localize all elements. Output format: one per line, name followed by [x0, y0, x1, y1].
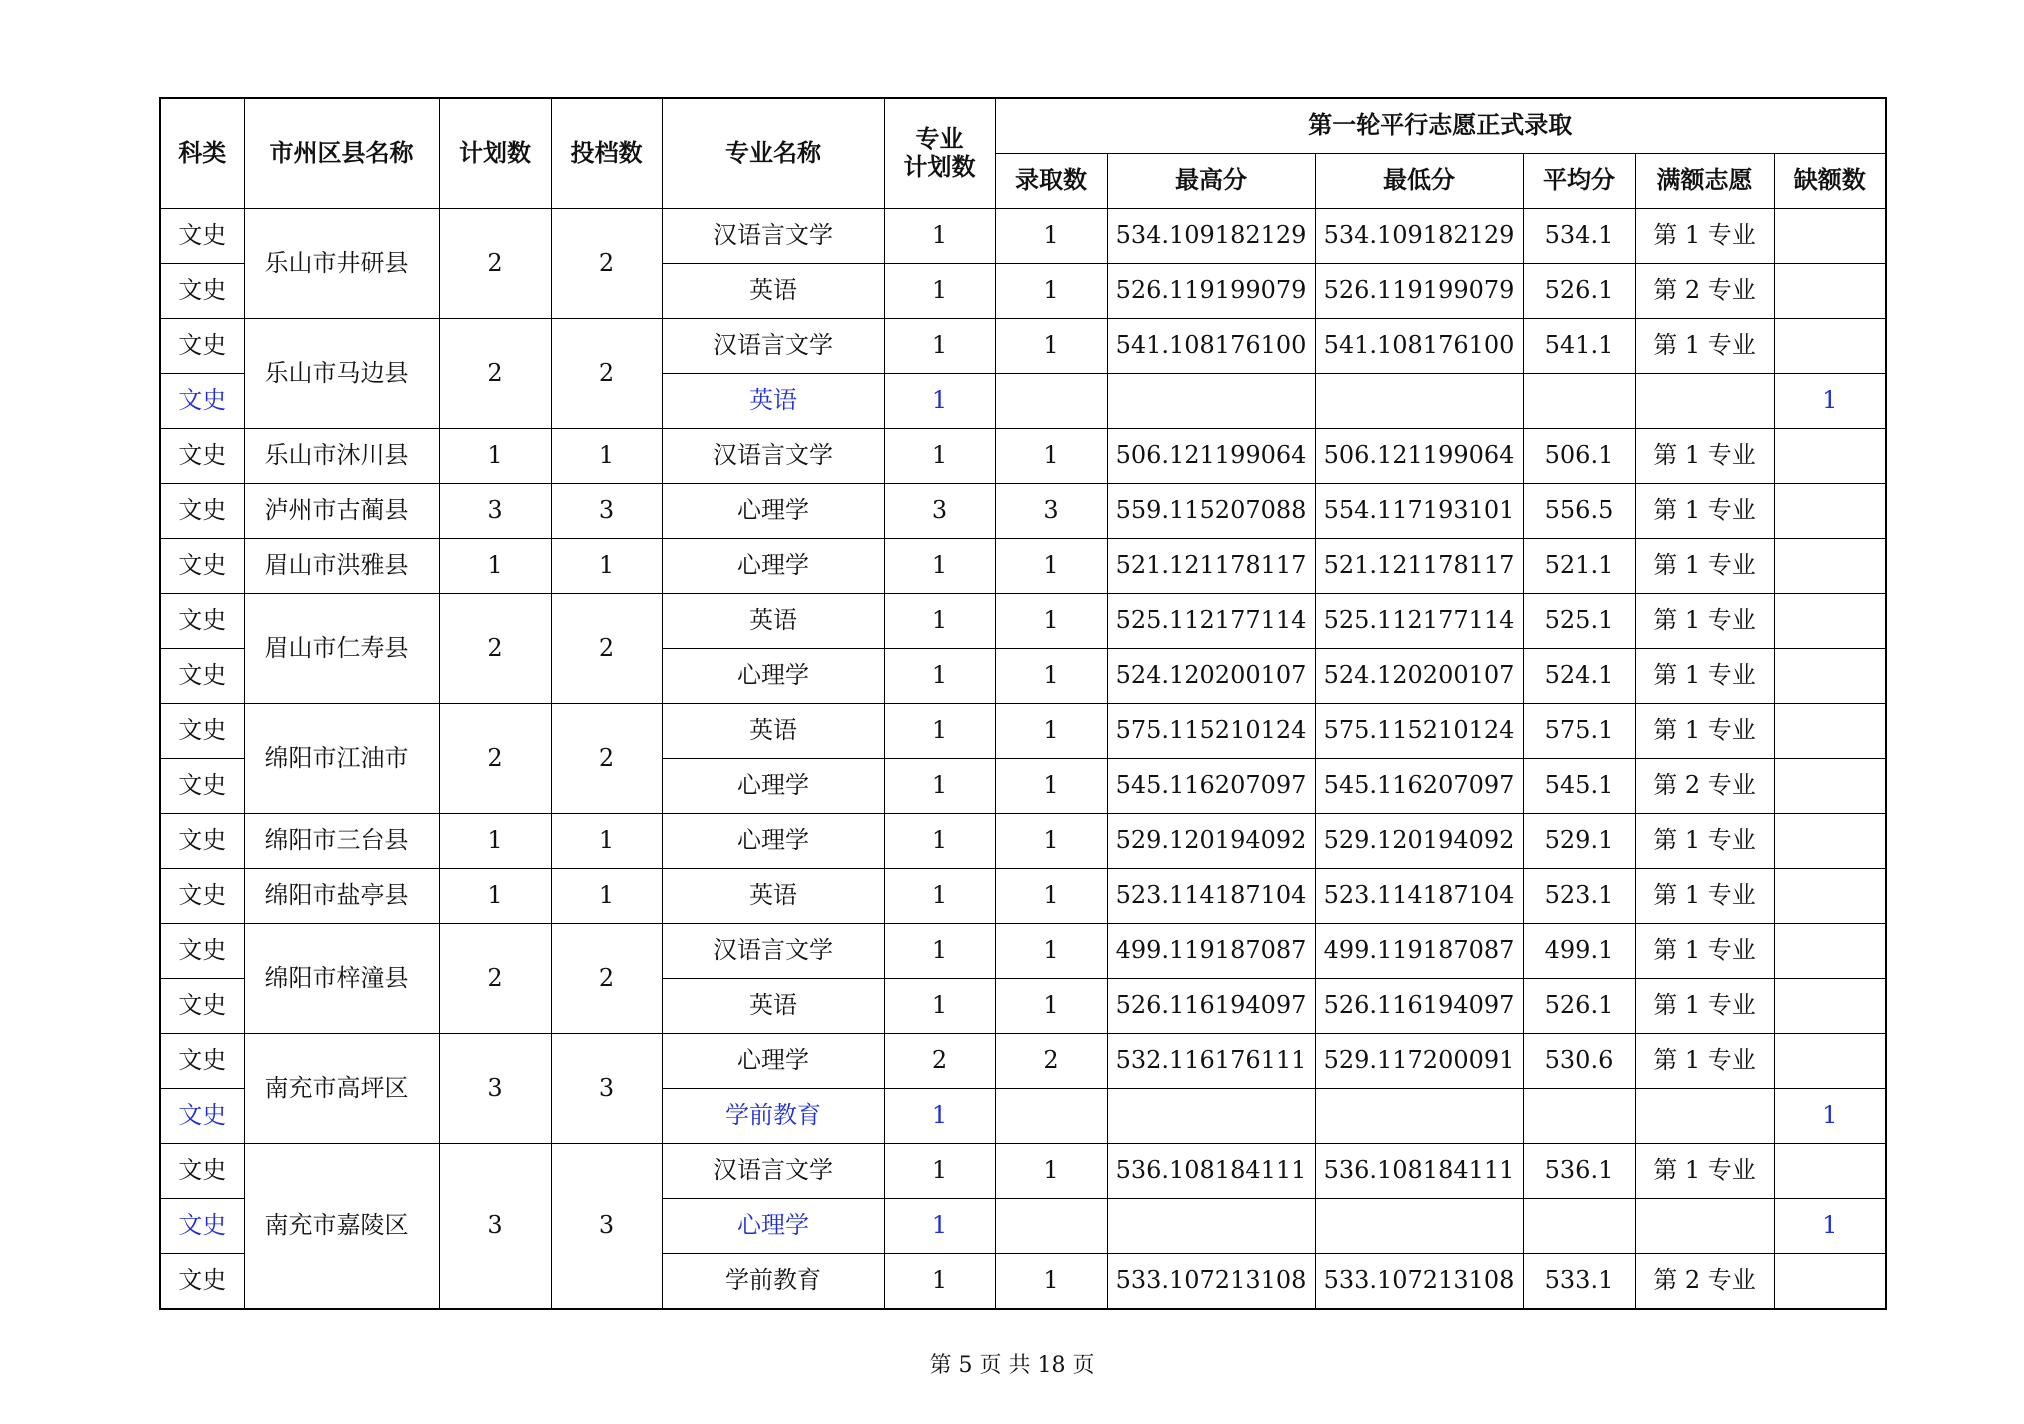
cell-plan: 2 — [439, 924, 551, 1034]
cell-full-choice — [1635, 1199, 1774, 1254]
cell-full-choice: 第 1 专业 — [1635, 594, 1774, 649]
header-max-score: 最高分 — [1107, 154, 1315, 209]
cell-admitted: 1 — [995, 924, 1107, 979]
table-row — [160, 924, 1886, 979]
cell-max-score: 534.109182129 — [1107, 209, 1315, 264]
cell-major-plan: 1 — [884, 1089, 995, 1144]
cell-major: 汉语言文学 — [662, 209, 884, 264]
cell-shortfall — [1774, 209, 1886, 264]
cell-max-score: 536.108184111 — [1107, 1144, 1315, 1199]
cell-avg-score: 575.1 — [1523, 704, 1635, 759]
cell-max-score: 526.119199079 — [1107, 264, 1315, 319]
cell-region: 泸州市古蔺县 — [244, 484, 439, 539]
cell-min-score: 506.121199064 — [1315, 429, 1523, 484]
cell-admitted: 1 — [995, 869, 1107, 924]
table-row — [160, 869, 1886, 924]
cell-major: 心理学 — [662, 759, 884, 814]
cell-full-choice: 第 1 专业 — [1635, 1144, 1774, 1199]
cell-major-plan: 1 — [884, 704, 995, 759]
table-header — [160, 98, 1886, 209]
cell-subject: 文史 — [160, 1254, 244, 1310]
cell-max-score: 559.115207088 — [1107, 484, 1315, 539]
header-plan: 计划数 — [439, 98, 551, 209]
cell-major-plan: 1 — [884, 429, 995, 484]
cell-major: 英语 — [662, 704, 884, 759]
cell-major: 英语 — [662, 374, 884, 429]
cell-admitted — [995, 374, 1107, 429]
cell-filed: 1 — [551, 429, 662, 484]
cell-avg-score: 529.1 — [1523, 814, 1635, 869]
cell-shortfall — [1774, 539, 1886, 594]
cell-filed: 2 — [551, 209, 662, 319]
cell-major-plan: 1 — [884, 979, 995, 1034]
cell-major: 汉语言文学 — [662, 1144, 884, 1199]
cell-filed: 1 — [551, 539, 662, 594]
cell-admitted — [995, 1089, 1107, 1144]
cell-major-plan: 1 — [884, 869, 995, 924]
cell-major: 汉语言文学 — [662, 924, 884, 979]
cell-major: 心理学 — [662, 539, 884, 594]
header-avg-score: 平均分 — [1523, 154, 1635, 209]
admission-table — [159, 97, 1887, 1310]
cell-max-score: 526.116194097 — [1107, 979, 1315, 1034]
cell-major: 英语 — [662, 979, 884, 1034]
cell-avg-score: 526.1 — [1523, 264, 1635, 319]
cell-major-plan: 1 — [884, 1254, 995, 1310]
cell-major-plan: 1 — [884, 649, 995, 704]
cell-shortfall — [1774, 264, 1886, 319]
cell-admitted: 1 — [995, 319, 1107, 374]
cell-min-score: 545.116207097 — [1315, 759, 1523, 814]
cell-filed: 3 — [551, 1144, 662, 1310]
cell-max-score: 532.116176111 — [1107, 1034, 1315, 1089]
table-row — [160, 814, 1886, 869]
cell-min-score: 526.116194097 — [1315, 979, 1523, 1034]
cell-admitted: 1 — [995, 209, 1107, 264]
cell-subject: 文史 — [160, 814, 244, 869]
cell-subject: 文史 — [160, 1144, 244, 1199]
cell-shortfall — [1774, 1034, 1886, 1089]
cell-major: 英语 — [662, 869, 884, 924]
cell-min-score: 529.117200091 — [1315, 1034, 1523, 1089]
cell-full-choice: 第 1 专业 — [1635, 539, 1774, 594]
cell-filed: 2 — [551, 594, 662, 704]
cell-min-score: 575.115210124 — [1315, 704, 1523, 759]
cell-full-choice: 第 2 专业 — [1635, 759, 1774, 814]
cell-min-score: 499.119187087 — [1315, 924, 1523, 979]
cell-shortfall — [1774, 1144, 1886, 1199]
table-row — [160, 429, 1886, 484]
cell-min-score: 526.119199079 — [1315, 264, 1523, 319]
cell-filed: 1 — [551, 814, 662, 869]
cell-min-score — [1315, 374, 1523, 429]
cell-plan: 2 — [439, 209, 551, 319]
cell-major-plan: 1 — [884, 539, 995, 594]
cell-max-score: 506.121199064 — [1107, 429, 1315, 484]
cell-full-choice: 第 1 专业 — [1635, 209, 1774, 264]
cell-major: 心理学 — [662, 484, 884, 539]
cell-subject: 文史 — [160, 374, 244, 429]
cell-filed: 2 — [551, 319, 662, 429]
cell-max-score — [1107, 1089, 1315, 1144]
cell-min-score: 536.108184111 — [1315, 1144, 1523, 1199]
cell-shortfall — [1774, 594, 1886, 649]
table-row — [160, 209, 1886, 264]
cell-shortfall — [1774, 979, 1886, 1034]
cell-full-choice — [1635, 1089, 1774, 1144]
cell-shortfall: 1 — [1774, 374, 1886, 429]
cell-subject: 文史 — [160, 869, 244, 924]
cell-avg-score: 545.1 — [1523, 759, 1635, 814]
cell-major-plan: 1 — [884, 594, 995, 649]
cell-subject: 文史 — [160, 264, 244, 319]
header-full-choice: 满额志愿 — [1635, 154, 1774, 209]
cell-min-score — [1315, 1089, 1523, 1144]
cell-major-plan: 3 — [884, 484, 995, 539]
cell-avg-score — [1523, 1199, 1635, 1254]
cell-shortfall — [1774, 649, 1886, 704]
cell-major: 汉语言文学 — [662, 319, 884, 374]
cell-plan: 1 — [439, 539, 551, 594]
cell-min-score — [1315, 1199, 1523, 1254]
cell-major: 学前教育 — [662, 1254, 884, 1310]
header-min-score: 最低分 — [1315, 154, 1523, 209]
cell-admitted: 1 — [995, 429, 1107, 484]
cell-admitted: 1 — [995, 704, 1107, 759]
cell-region: 绵阳市江油市 — [244, 704, 439, 814]
cell-major: 心理学 — [662, 814, 884, 869]
cell-avg-score: 506.1 — [1523, 429, 1635, 484]
cell-full-choice: 第 1 专业 — [1635, 429, 1774, 484]
cell-plan: 1 — [439, 869, 551, 924]
header-filed: 投档数 — [551, 98, 662, 209]
cell-admitted: 1 — [995, 1144, 1107, 1199]
cell-subject: 文史 — [160, 979, 244, 1034]
cell-full-choice: 第 2 专业 — [1635, 264, 1774, 319]
cell-min-score: 524.120200107 — [1315, 649, 1523, 704]
cell-shortfall — [1774, 869, 1886, 924]
cell-admitted: 1 — [995, 649, 1107, 704]
cell-major-plan: 1 — [884, 1199, 995, 1254]
cell-major-plan: 1 — [884, 319, 995, 374]
cell-region: 乐山市马边县 — [244, 319, 439, 429]
cell-shortfall — [1774, 1254, 1886, 1310]
cell-max-score: 545.116207097 — [1107, 759, 1315, 814]
cell-admitted: 1 — [995, 1254, 1107, 1310]
cell-avg-score: 521.1 — [1523, 539, 1635, 594]
cell-region: 绵阳市盐亭县 — [244, 869, 439, 924]
cell-max-score: 521.121178117 — [1107, 539, 1315, 594]
cell-shortfall — [1774, 319, 1886, 374]
cell-max-score — [1107, 1199, 1315, 1254]
cell-shortfall: 1 — [1774, 1199, 1886, 1254]
cell-full-choice: 第 1 专业 — [1635, 319, 1774, 374]
cell-full-choice: 第 1 专业 — [1635, 924, 1774, 979]
cell-shortfall — [1774, 429, 1886, 484]
table-row — [160, 1144, 1886, 1199]
cell-major-plan: 1 — [884, 759, 995, 814]
cell-min-score: 533.107213108 — [1315, 1254, 1523, 1310]
cell-min-score: 523.114187104 — [1315, 869, 1523, 924]
cell-subject: 文史 — [160, 924, 244, 979]
cell-region: 南充市嘉陵区 — [244, 1144, 439, 1310]
cell-major-plan: 1 — [884, 264, 995, 319]
cell-full-choice: 第 1 专业 — [1635, 814, 1774, 869]
cell-max-score: 499.119187087 — [1107, 924, 1315, 979]
cell-full-choice: 第 1 专业 — [1635, 649, 1774, 704]
cell-filed: 2 — [551, 924, 662, 1034]
cell-avg-score: 526.1 — [1523, 979, 1635, 1034]
cell-avg-score: 533.1 — [1523, 1254, 1635, 1310]
cell-avg-score: 523.1 — [1523, 869, 1635, 924]
cell-subject: 文史 — [160, 429, 244, 484]
cell-admitted: 1 — [995, 759, 1107, 814]
cell-major: 英语 — [662, 264, 884, 319]
cell-region: 乐山市井研县 — [244, 209, 439, 319]
cell-min-score: 554.117193101 — [1315, 484, 1523, 539]
cell-major-plan: 1 — [884, 374, 995, 429]
cell-shortfall — [1774, 759, 1886, 814]
cell-avg-score: 536.1 — [1523, 1144, 1635, 1199]
cell-min-score: 529.120194092 — [1315, 814, 1523, 869]
table-row — [160, 319, 1886, 374]
cell-major-plan: 1 — [884, 209, 995, 264]
cell-region: 南充市高坪区 — [244, 1034, 439, 1144]
cell-avg-score — [1523, 374, 1635, 429]
cell-major-plan: 1 — [884, 1144, 995, 1199]
table-row — [160, 539, 1886, 594]
cell-subject: 文史 — [160, 539, 244, 594]
cell-major: 汉语言文学 — [662, 429, 884, 484]
cell-full-choice — [1635, 374, 1774, 429]
header-major: 专业名称 — [662, 98, 884, 209]
cell-max-score: 524.120200107 — [1107, 649, 1315, 704]
cell-avg-score — [1523, 1089, 1635, 1144]
table-row — [160, 704, 1886, 759]
cell-plan: 1 — [439, 429, 551, 484]
cell-major: 心理学 — [662, 1034, 884, 1089]
cell-min-score: 525.112177114 — [1315, 594, 1523, 649]
cell-plan: 2 — [439, 594, 551, 704]
cell-admitted: 2 — [995, 1034, 1107, 1089]
cell-major-plan: 1 — [884, 814, 995, 869]
cell-max-score: 541.108176100 — [1107, 319, 1315, 374]
header-subject: 科类 — [160, 98, 244, 209]
cell-avg-score: 541.1 — [1523, 319, 1635, 374]
cell-admitted — [995, 1199, 1107, 1254]
cell-avg-score: 530.6 — [1523, 1034, 1635, 1089]
cell-region: 眉山市洪雅县 — [244, 539, 439, 594]
cell-region: 眉山市仁寿县 — [244, 594, 439, 704]
cell-filed: 3 — [551, 484, 662, 539]
table-row — [160, 1034, 1886, 1089]
header-major-plan: 专业 计划数 — [884, 98, 995, 209]
cell-full-choice: 第 1 专业 — [1635, 484, 1774, 539]
cell-plan: 3 — [439, 484, 551, 539]
cell-max-score — [1107, 374, 1315, 429]
cell-plan: 1 — [439, 814, 551, 869]
cell-region: 乐山市沐川县 — [244, 429, 439, 484]
cell-major: 心理学 — [662, 1199, 884, 1254]
cell-subject: 文史 — [160, 319, 244, 374]
cell-avg-score: 524.1 — [1523, 649, 1635, 704]
cell-shortfall — [1774, 704, 1886, 759]
cell-max-score: 533.107213108 — [1107, 1254, 1315, 1310]
cell-admitted: 1 — [995, 814, 1107, 869]
cell-max-score: 529.120194092 — [1107, 814, 1315, 869]
cell-full-choice: 第 2 专业 — [1635, 1254, 1774, 1310]
cell-region: 绵阳市梓潼县 — [244, 924, 439, 1034]
cell-full-choice: 第 1 专业 — [1635, 979, 1774, 1034]
cell-shortfall — [1774, 924, 1886, 979]
header-region: 市州区县名称 — [244, 98, 439, 209]
cell-shortfall — [1774, 814, 1886, 869]
cell-admitted: 1 — [995, 539, 1107, 594]
cell-major: 英语 — [662, 594, 884, 649]
cell-shortfall — [1774, 484, 1886, 539]
cell-full-choice: 第 1 专业 — [1635, 704, 1774, 759]
cell-major-plan: 1 — [884, 924, 995, 979]
table-row — [160, 484, 1886, 539]
cell-admitted: 1 — [995, 264, 1107, 319]
page-footer: 第 5 页 共 18 页 — [929, 1353, 1095, 1378]
cell-plan: 2 — [439, 704, 551, 814]
cell-min-score: 521.121178117 — [1315, 539, 1523, 594]
cell-min-score: 534.109182129 — [1315, 209, 1523, 264]
cell-region: 绵阳市三台县 — [244, 814, 439, 869]
cell-shortfall: 1 — [1774, 1089, 1886, 1144]
cell-filed: 3 — [551, 1034, 662, 1144]
cell-admitted: 1 — [995, 594, 1107, 649]
cell-filed: 1 — [551, 869, 662, 924]
cell-max-score: 525.112177114 — [1107, 594, 1315, 649]
cell-full-choice: 第 1 专业 — [1635, 869, 1774, 924]
cell-major: 学前教育 — [662, 1089, 884, 1144]
header-round-group: 第一轮平行志愿正式录取 — [995, 98, 1886, 154]
cell-plan: 3 — [439, 1144, 551, 1310]
cell-min-score: 541.108176100 — [1315, 319, 1523, 374]
table-row — [160, 594, 1886, 649]
cell-max-score: 575.115210124 — [1107, 704, 1315, 759]
cell-full-choice: 第 1 专业 — [1635, 1034, 1774, 1089]
cell-subject: 文史 — [160, 484, 244, 539]
cell-subject: 文史 — [160, 1089, 244, 1144]
cell-subject: 文史 — [160, 1199, 244, 1254]
cell-subject: 文史 — [160, 759, 244, 814]
cell-subject: 文史 — [160, 594, 244, 649]
cell-plan: 2 — [439, 319, 551, 429]
table-body — [160, 209, 1886, 1310]
header-shortfall: 缺额数 — [1774, 154, 1886, 209]
cell-max-score: 523.114187104 — [1107, 869, 1315, 924]
cell-avg-score: 525.1 — [1523, 594, 1635, 649]
cell-subject: 文史 — [160, 209, 244, 264]
cell-major-plan: 2 — [884, 1034, 995, 1089]
cell-admitted: 3 — [995, 484, 1107, 539]
cell-avg-score: 499.1 — [1523, 924, 1635, 979]
cell-avg-score: 556.5 — [1523, 484, 1635, 539]
cell-filed: 2 — [551, 704, 662, 814]
cell-major: 心理学 — [662, 649, 884, 704]
cell-avg-score: 534.1 — [1523, 209, 1635, 264]
cell-subject: 文史 — [160, 1034, 244, 1089]
header-admitted: 录取数 — [995, 154, 1107, 209]
cell-admitted: 1 — [995, 979, 1107, 1034]
cell-subject: 文史 — [160, 649, 244, 704]
cell-subject: 文史 — [160, 704, 244, 759]
cell-plan: 3 — [439, 1034, 551, 1144]
